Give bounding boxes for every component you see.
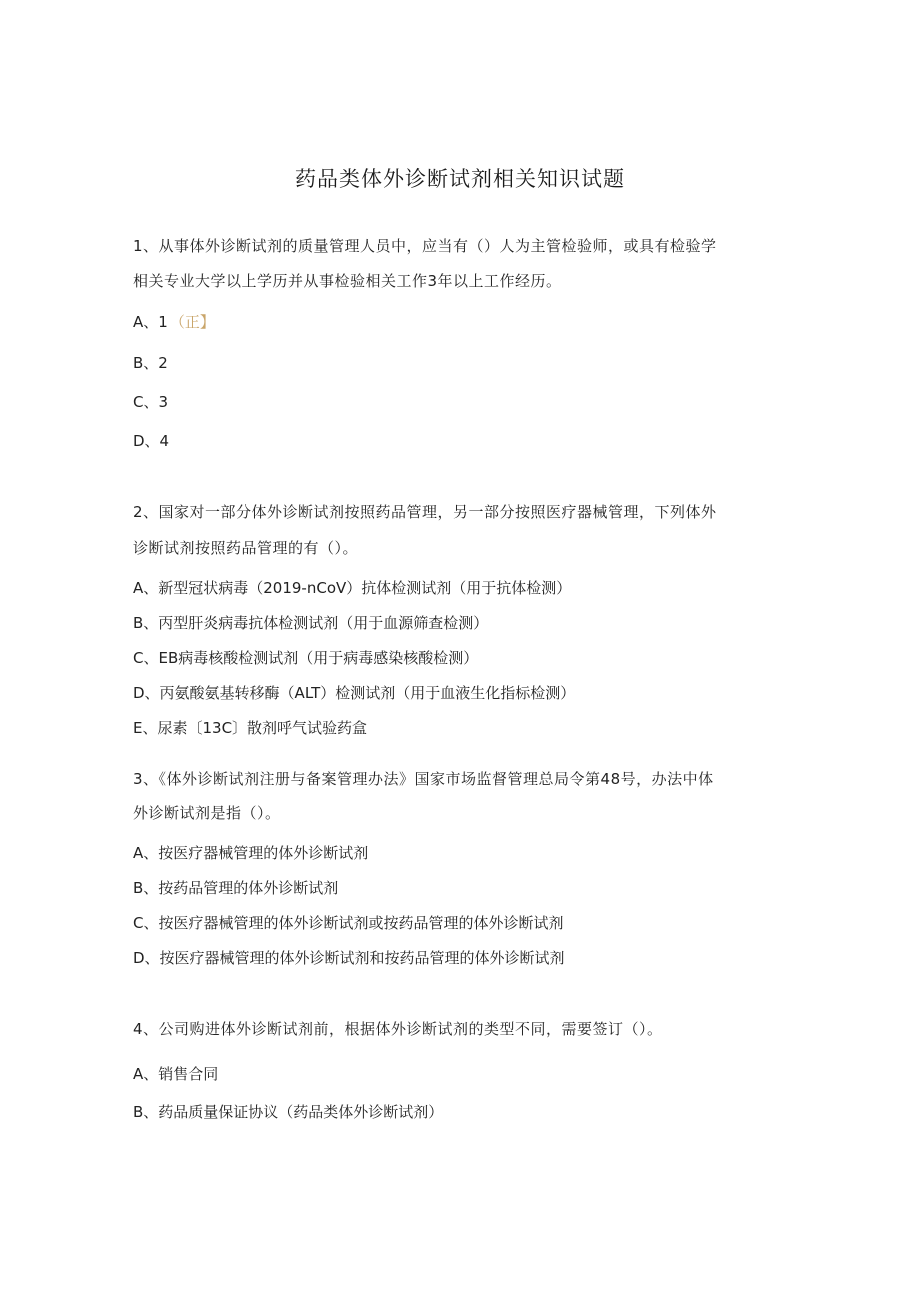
question-3-option-a: A、按医疗器械管理的体外诊断试剂 [133,844,369,862]
question-2-option-e: E、尿素〔13C〕散剂呼气试验药盒 [133,719,368,737]
question-3-option-d: D、按医疗器械管理的体外诊断试剂和按药品管理的体外诊断试剂 [133,949,565,967]
question-4-stem-line-1: 4、公司购进体外诊断试剂前，根据体外诊断试剂的类型不同，需要签订（）。 [133,1020,663,1038]
question-2-option-d: D、丙氨酸氨基转移酶（ALT）检测试剂（用于血液生化指标检测） [133,684,576,702]
question-4-option-b: B、药品质量保证协议（药品类体外诊断试剂） [133,1103,444,1121]
question-4-option-a: A、销售合同 [133,1065,219,1083]
question-1-option-b: B、2 [133,354,168,372]
question-2-option-c: C、EB病毒核酸检测试剂（用于病毒感染核酸检测） [133,649,479,667]
question-3-option-c: C、按医疗器械管理的体外诊断试剂或按药品管理的体外诊断试剂 [133,914,564,932]
question-2-option-a: A、新型冠状病毒（2019-nCoV）抗体检测试剂（用于抗体检测） [133,579,572,597]
question-1-option-a [133,312,215,332]
document-title: 药品类体外诊断试剂相关知识试题 [295,167,625,191]
question-2-option-b: B、丙型肝炎病毒抗体检测试剂（用于血源筛查检测） [133,614,489,632]
question-1-stem-line-1: 1、从事体外诊断试剂的质量管理人员中，应当有（）人为主管检验师，或具有检验学 [133,237,717,255]
question-3-stem-line-1: 3、《体外诊断试剂注册与备案管理办法》国家市场监督管理总局令第48号，办法中体 [133,770,714,788]
question-3-stem-line-2: 外诊断试剂是指（）。 [133,804,281,822]
question-2-stem-line-1: 2、国家对一部分体外诊断试剂按照药品管理，另一部分按照医疗器械管理，下列体外 [133,503,717,521]
question-1-stem-line-2: 相关专业大学以上学历并从事检验相关工作3年以上工作经历。 [133,272,562,290]
answer-mark: （正】 [169,313,215,331]
question-1-option-d: D、4 [133,432,170,450]
question-3-option-b: B、按药品管理的体外诊断试剂 [133,879,339,897]
option-text: A、1 [133,313,168,331]
question-1-option-c: C、3 [133,393,169,411]
question-2-stem-line-2: 诊断试剂按照药品管理的有（）。 [133,539,359,557]
